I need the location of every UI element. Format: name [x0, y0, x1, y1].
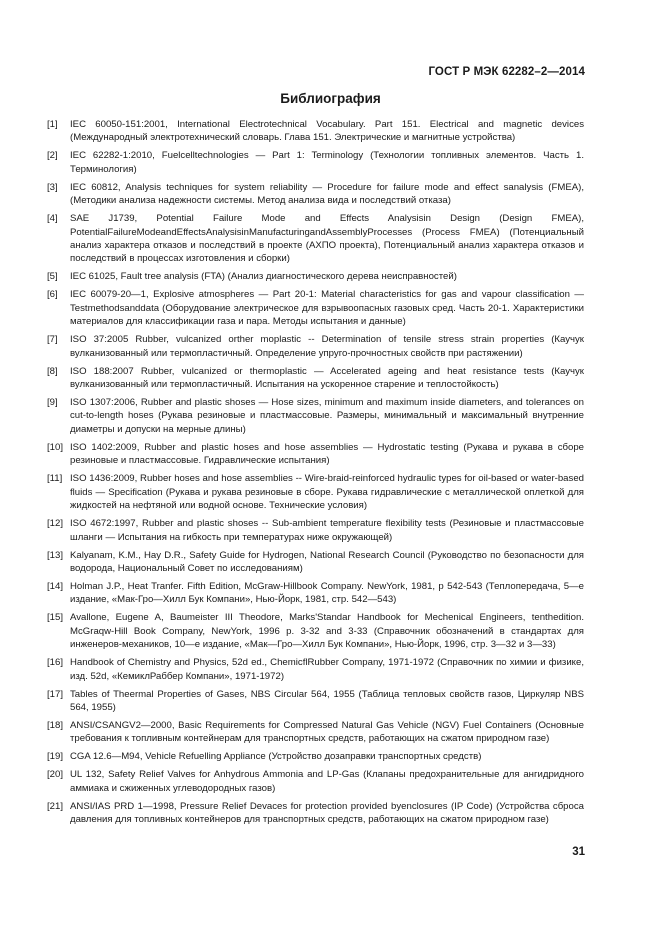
- page-number: 31: [572, 846, 585, 858]
- reference-item: [47, 149, 584, 176]
- reference-number: [18]: [47, 719, 64, 731]
- reference-item: [47, 549, 584, 576]
- reference-number: [10]: [47, 441, 64, 453]
- reference-text: IEC 61025, Fault tree analysis (FTA) (Анализ диагностического дерева неисправностей): [70, 271, 457, 283]
- reference-number: [3]: [47, 181, 58, 193]
- reference-item: [47, 270, 584, 283]
- reference-item: [47, 441, 584, 468]
- reference-text: ISO 188:2007 Rubber, vulcanized or thermoplastic — Accelerated ageing and heat resistance tests (Каучук вулканизованный или термопластичный. Испытания на ускоренное старение и теплостойкость): [70, 365, 584, 391]
- reference-item: [47, 656, 584, 683]
- reference-item: [47, 611, 584, 651]
- reference-number: [13]: [47, 549, 64, 561]
- reference-item: [47, 212, 584, 266]
- reference-text: ANSI/CSANGV2—2000, Basic Requirements for Compressed Natural Gas Vehicle (NGV) Fuel Containers (Основные требования к топливным контейнерам для транспортных средств, работающих на сжатом природном газе): [70, 719, 584, 745]
- reference-item: [47, 333, 584, 360]
- reference-item: [47, 688, 584, 715]
- reference-number: [8]: [47, 365, 58, 377]
- reference-item: [47, 181, 584, 208]
- reference-item: [47, 118, 584, 145]
- reference-item: [47, 580, 584, 607]
- reference-text: UL 132, Safety Relief Valves for Anhydrous Ammonia and LP-Gas (Клапаны предохранительные для ангидридного аммиака и сжиженных углеводородных газов): [70, 769, 584, 794]
- reference-text: SAE J1739, Potential Failure Mode and Effects Analysisin Design (Design FMEA), PotentialFailureModeandEffectsAnalysisinManufacturingandAssemblyProcesses (Process FMEA) (Потенциальный анализ характера отказов и последствий в проекте (АХПО проекта), Потенциальный анализ характера отказов и последствий в процессах изготовления и сборки): [70, 213, 584, 265]
- reference-text: Tables of Theermal Properties of Gases, NBS Circular 564, 1955 (Таблица тепловых свойств газов, Циркуляр NBS 564, 1955): [70, 688, 584, 713]
- reference-item: [47, 472, 584, 512]
- standard-designation: ГОСТ Р МЭК 62282–2—2014: [428, 66, 585, 78]
- bibliography-list: [47, 118, 584, 831]
- reference-number: [7]: [47, 334, 58, 346]
- reference-text: ANSI/IAS PRD 1—1998, Pressure Relief Devaces for protection provided byenclosures (IP Code) (Устройства сброса давления для топливных контейнеров для транспортных средств, работающих на сжатом природном газе): [70, 800, 584, 826]
- reference-text: CGA 12.6—M94, Vehicle Refuelling Appliance (Устройство дозаправки транспортных средств): [70, 751, 482, 763]
- reference-number: [12]: [47, 518, 64, 530]
- reference-number: [9]: [47, 397, 58, 409]
- reference-text: ISO 1436:2009, Rubber hoses and hose assemblies -- Wire-braid-reinforced hydraulic types for oil-based or water-based fluids — Specification (Рукава и рукава резиновые в сборе. Рукава гидравлические с металлической оплеткой для жидкостей на нефтяной или водной основе. Технические условия): [70, 473, 584, 512]
- reference-number: [21]: [47, 800, 64, 812]
- reference-text: ISO 37:2005 Rubber, vulcanized orther moplastic -- Determination of tensile stress strain properties (Каучук вулканизованный или термопластичный. Определение упруго-прочностных свойств при растяжении): [70, 334, 584, 359]
- reference-number: [6]: [47, 289, 58, 301]
- reference-number: [2]: [47, 150, 58, 162]
- reference-item: [47, 800, 584, 827]
- reference-item: [47, 750, 584, 763]
- reference-text: Avallone, Eugene A, Baumeister III Theodore, Marks'Standar Handbook for Mechenical Engineers, tenthedition. McGraqw-Hill Book Company, NewYork, 1996 p. 3-32 and 3-33 (Справочник обозначений в стандартах для инженеров-механиков, 10—е издание, «Мак—Гро—Хилл Бук Компани», Нью-Йорк, 1996, стр. 3—32 и 3—33): [70, 612, 584, 651]
- reference-number: [4]: [47, 213, 58, 225]
- reference-number: [11]: [47, 473, 63, 485]
- reference-item: [47, 365, 584, 392]
- reference-number: [15]: [47, 612, 64, 624]
- reference-text: ISO 1402:2009, Rubber and plastic hoses and hose assemblies — Hydrostatic testing (Рукава и рукава в сборе резиновые и пластмассовые. Гидравлические испытания): [70, 441, 584, 467]
- reference-text: ISO 1307:2006, Rubber and plastic shoses — Hose sizes, minimum and maximum inside diameters, and tolerances on cut-to-length hoses (Рукава резиновые и пластмассовые. Размеры, минимальный и максимальный внутренние диаметры и допуски на мерные длины): [70, 397, 584, 435]
- reference-text: IEC 60812, Analysis techniques for system reliability — Procedure for failure mode and effect sanalysis (FMEA), (Методики анализа надежности системы. Метод анализа вида и последствий отказа): [70, 181, 584, 207]
- reference-item: [47, 288, 584, 328]
- reference-text: Holman J.P., Heat Tranfer. Fifth Edition, McGraw-Hillbook Company. NewYork, 1981, p 542-543 (Теплопередача, 5—е издание, «Мак-Гро—Хилл Бук Компани», Нью-Йорк, 1981, стр. 542—543): [70, 580, 584, 606]
- reference-number: [17]: [47, 688, 64, 700]
- reference-number: [1]: [47, 119, 58, 130]
- reference-item: [47, 719, 584, 746]
- reference-text: IEC 62282-1:2010, Fuelcelltechnologies — Part 1: Terminology (Технологии топливных элементов. Часть 1. Терминология): [70, 150, 584, 175]
- reference-number: [14]: [47, 580, 64, 592]
- page-title: Библиография: [280, 91, 381, 106]
- reference-number: [5]: [47, 271, 58, 283]
- reference-item: [47, 768, 584, 795]
- reference-number: [19]: [47, 751, 64, 763]
- reference-text: ISO 4672:1997, Rubber and plastic shoses -- Sub-ambient temperature flexibility tests (Резиновые и пластмассовые шланги — Испытания на гибкость при температурах ниже окружающей): [70, 518, 584, 543]
- reference-text: IEC 60050-151:2001, International Electrotechnical Vocabulary. Part 151. Electrical and magnetic devices (Международный электротехнический словарь. Глава 151. Электрические и магнитные устройства): [70, 119, 584, 144]
- reference-item: [47, 517, 584, 544]
- reference-text: Handbook of Chemistry and Physics, 52d ed., ChemicflRubber Company, 1971-1972 (Справочник по химии и физике, изд. 52d, «КемиклРаббер Компани», 1971-1972): [70, 657, 584, 682]
- reference-text: IEC 60079-20—1, Explosive atmospheres — Part 20-1: Material characteristics for gas and vapour classification — Testmethodsanddata (Оборудование электрическое для взрывоопасных газовых сред. Часть 20-1. Характеристики материалов для классификации газа и пара. Методы испытания и данные): [70, 289, 584, 328]
- reference-number: [16]: [47, 657, 64, 669]
- reference-text: Kalyanam, K.M., Hay D.R., Safety Guide for Hydrogen, National Research Council (Руководство по безопасности для водорода, Национальный Совет по исследованиям): [70, 549, 584, 574]
- reference-item: [47, 396, 584, 436]
- reference-number: [20]: [47, 769, 64, 781]
